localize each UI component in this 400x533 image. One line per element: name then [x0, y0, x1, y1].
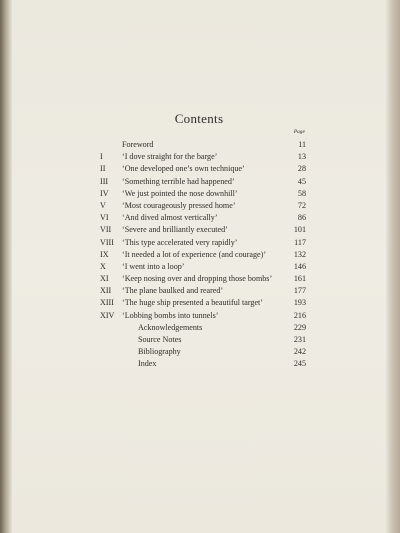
page-number: 45 [297, 176, 306, 186]
chapter-title: ‘The plane baulked and reared’ [122, 286, 224, 296]
toc-entry [100, 334, 306, 346]
chapter-number: VII [100, 225, 112, 235]
toc-entry [100, 358, 306, 370]
page-number: 117 [294, 237, 306, 247]
chapter-title: Index [138, 359, 157, 369]
page-column-label: Page [293, 129, 305, 135]
page-number: 161 [293, 274, 306, 284]
toc-entry [100, 163, 306, 175]
chapter-title: Foreword [122, 140, 154, 149]
chapter-title: ‘This type accelerated very rapidly’ [122, 237, 238, 247]
chapter-title: ‘I dove straight for the barge’ [122, 152, 218, 162]
toc-entry [100, 322, 306, 334]
page-number: 86 [297, 213, 306, 223]
book-page [12, 0, 386, 533]
chapter-title: ‘We just pointed the nose downhill’ [122, 188, 238, 198]
page-number: 28 [297, 164, 306, 174]
toc-entry [100, 273, 306, 285]
chapter-number: IX [100, 249, 109, 259]
chapter-title: Acknowledgements [138, 322, 203, 332]
chapter-title: Bibliography [138, 347, 181, 357]
chapter-title: ‘Most courageously pressed home’ [122, 200, 236, 210]
page-number: 177 [293, 286, 306, 296]
chapter-title: ‘Lobbing bombs into tunnels’ [122, 310, 219, 320]
table-of-contents [100, 139, 306, 371]
toc-entry [100, 224, 306, 236]
toc-entry [100, 285, 306, 297]
page-number: 242 [293, 347, 306, 357]
chapter-number: VI [100, 213, 109, 223]
page-number: 146 [293, 261, 306, 271]
page-number: 245 [293, 359, 306, 369]
book-binding-shadow [0, 0, 12, 533]
toc-entry [100, 151, 306, 163]
page-number: 231 [293, 335, 306, 344]
toc-entry [100, 346, 306, 358]
chapter-title: ‘One developed one’s own technique’ [122, 164, 245, 174]
chapter-number: V [100, 200, 106, 210]
chapter-number: X [100, 261, 106, 271]
toc-entry [100, 139, 306, 151]
chapter-number: VIII [100, 237, 114, 247]
page-number: 11 [298, 140, 306, 149]
chapter-title: ‘And dived almost vertically’ [122, 213, 218, 223]
chapter-title: ‘It needed a lot of experience (and courage)’ [122, 249, 267, 259]
page-number: 101 [293, 225, 306, 235]
toc-entry [100, 188, 306, 200]
page-number: 132 [293, 249, 306, 259]
page-number: 72 [297, 200, 306, 210]
page-number: 216 [293, 310, 306, 320]
toc-entry [100, 297, 306, 309]
page-number: 13 [297, 152, 306, 162]
chapter-title: ‘Keep nosing over and dropping those bombs’ [122, 274, 273, 284]
page-number: 229 [293, 322, 306, 332]
chapter-number: XI [100, 274, 109, 284]
chapter-title: ‘I went into a loop’ [122, 261, 185, 271]
toc-entry [100, 237, 306, 249]
page-number: 58 [297, 188, 306, 198]
toc-entry [100, 249, 306, 261]
chapter-number: IV [100, 188, 109, 198]
chapter-number: II [100, 164, 106, 174]
contents-heading: Contents [174, 111, 224, 126]
page-number: 193 [293, 298, 306, 308]
toc-entry [100, 212, 306, 224]
chapter-number: I [100, 152, 103, 162]
toc-entry [100, 310, 306, 322]
chapter-number: XII [100, 286, 112, 296]
chapter-number: XIII [100, 298, 114, 308]
chapter-title: ‘The huge ship presented a beautiful target’ [122, 298, 263, 308]
chapter-number: XIV [100, 310, 115, 320]
chapter-number: III [100, 176, 109, 186]
chapter-title: Source Notes [138, 335, 182, 344]
chapter-title: ‘Severe and brilliantly executed’ [122, 225, 228, 235]
toc-entry [100, 261, 306, 273]
book-page-edge [386, 0, 400, 533]
toc-entry [100, 200, 306, 212]
toc-entry [100, 176, 306, 188]
chapter-title: ‘Something terrible had happened’ [122, 176, 235, 186]
